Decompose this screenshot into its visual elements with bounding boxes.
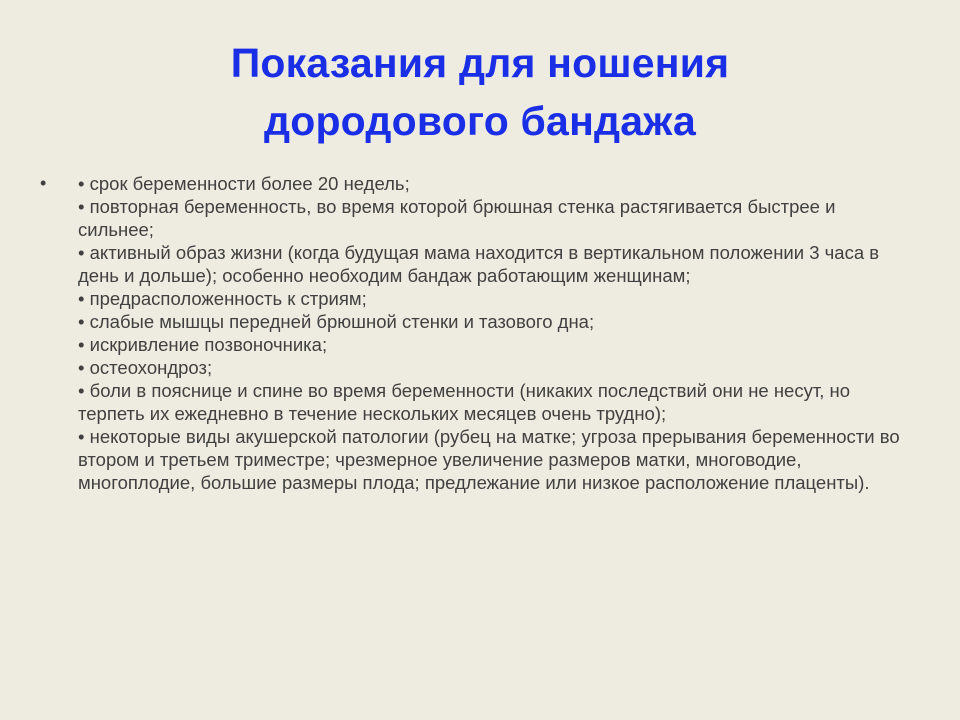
indications-text: • срок беременности более 20 недель; • повторная беременность, во время которой брюшная стенка растягивается быстрее и сильнее; • активный образ жизни (когда будущая мама находится в вертикальном положении 3 часа в день и дольше); особенно необходим бандаж работающим женщинам; • предрасположенность к стриям; • слабые мышцы передней брюшной стенки и тазового дна; • искривление позвоночника; • остеохондроз; • боли в пояснице и спине во время беременности (никаких последствий они не несут, но терпеть их ежедневно в течение нескольких месяцев очень трудно); • некоторые виды акушерской патологии (рубец на матке; угроза прерывания беременности во втором и третьем триместре; чрезмерное увеличение размеров матки, многоводие, многоплодие, большие размеры плода; предлежание или низкое расположение плаценты). — [78, 173, 900, 493]
title-line-1: Показания для ношения — [230, 40, 730, 86]
slide-title — [120, 34, 840, 150]
bullet-marker: • — [40, 173, 47, 193]
title-line-2: дородового бандажа — [263, 98, 697, 144]
